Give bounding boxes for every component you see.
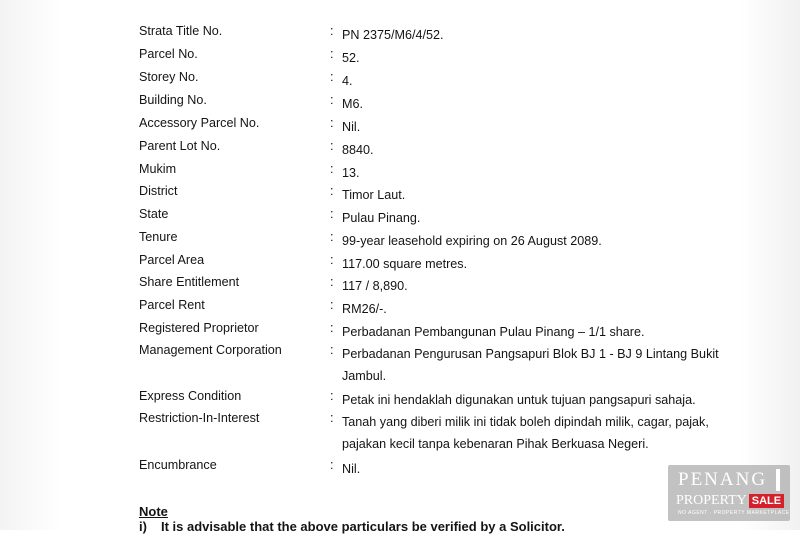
- watermark-tagline: NO AGENT · PROPERTY MARKETPLACE: [678, 510, 790, 516]
- particular-colon: :: [330, 184, 334, 198]
- watermark-bar-icon: [776, 469, 780, 491]
- watermark-middle: [676, 493, 784, 509]
- particular-value: 99-year leasehold expiring on 26 August 2089.: [342, 234, 602, 248]
- particular-value: Nil.: [342, 120, 361, 134]
- particular-label: Tenure: [139, 230, 178, 244]
- particular-label: Parent Lot No.: [139, 139, 221, 153]
- particular-label: Strata Title No.: [139, 24, 223, 38]
- particular-colon: :: [330, 93, 334, 107]
- particular-label: Accessory Parcel No.: [139, 116, 260, 130]
- particular-value: Perbadanan Pembangunan Pulau Pinang – 1/1 share.: [342, 325, 645, 339]
- particular-label: Management Corporation: [139, 343, 282, 357]
- particular-colon: :: [330, 207, 334, 221]
- particular-colon: :: [330, 298, 334, 312]
- particular-value: 8840.: [342, 143, 374, 157]
- penang-property-sale-watermark-logo: [668, 465, 790, 521]
- particular-label: Restriction-In-Interest: [139, 411, 260, 425]
- particular-value: RM26/-.: [342, 302, 387, 316]
- particular-colon: :: [330, 162, 334, 176]
- particular-value: M6.: [342, 97, 363, 111]
- particular-colon: :: [330, 24, 334, 38]
- particular-colon: :: [330, 411, 334, 425]
- note-item: [139, 519, 565, 534]
- particular-value: Pulau Pinang.: [342, 211, 421, 225]
- particular-label: Parcel Rent: [139, 298, 205, 312]
- particular-label: Storey No.: [139, 70, 199, 84]
- note-item-text: It is advisable that the above particulars be verified by a Solicitor.: [161, 519, 565, 534]
- particular-label: Building No.: [139, 93, 207, 107]
- particular-label: Share Entitlement: [139, 275, 240, 289]
- particular-label: Parcel Area: [139, 253, 205, 267]
- particular-value: 117.00 square metres.: [342, 257, 468, 271]
- particular-value: 13.: [342, 166, 360, 180]
- particular-value: PN 2375/M6/4/52.: [342, 28, 444, 42]
- particular-value: 52.: [342, 51, 360, 65]
- particular-colon: :: [330, 139, 334, 153]
- watermark-top-text: PENANG: [678, 469, 768, 490]
- particular-label: Parcel No.: [139, 47, 198, 61]
- particular-value: Timor Laut.: [342, 188, 406, 202]
- particular-label: Registered Proprietor: [139, 321, 259, 335]
- particular-value: Petak ini hendaklah digunakan untuk tujuan pangsapuri sahaja.: [342, 393, 696, 407]
- note-item-number: i): [139, 519, 147, 534]
- particular-colon: :: [330, 321, 334, 335]
- note-heading: Note: [139, 504, 168, 519]
- particular-value: 4.: [342, 74, 353, 88]
- watermark-property-text: PROPERTY: [676, 493, 747, 508]
- particular-colon: :: [330, 458, 334, 472]
- particular-value: 117 / 8,890.: [342, 279, 408, 293]
- particular-value: Perbadanan Pengurusan Pangsapuri Blok BJ 1 - BJ 9 Lintang Bukit Jambul.: [342, 347, 719, 383]
- particular-colon: :: [330, 230, 334, 244]
- particular-label: Mukim: [139, 162, 177, 176]
- particular-colon: :: [330, 389, 334, 403]
- particular-label: Encumbrance: [139, 458, 217, 472]
- particular-colon: :: [330, 70, 334, 84]
- particular-value: Tanah yang diberi milik ini tidak boleh dipindah milik, cagar, pajak, pajakan kecil tanpa kebenaran Pihak Berkuasa Negeri.: [342, 415, 709, 451]
- particular-colon: :: [330, 47, 334, 61]
- particular-colon: :: [330, 116, 334, 130]
- particular-label: State: [139, 207, 169, 221]
- particular-colon: :: [330, 275, 334, 289]
- particular-value: Nil.: [342, 462, 361, 476]
- particular-label: Express Condition: [139, 389, 242, 403]
- watermark-sale-badge: SALE: [749, 494, 784, 508]
- particular-colon: :: [330, 343, 334, 357]
- particular-label: District: [139, 184, 178, 198]
- particular-colon: :: [330, 253, 334, 267]
